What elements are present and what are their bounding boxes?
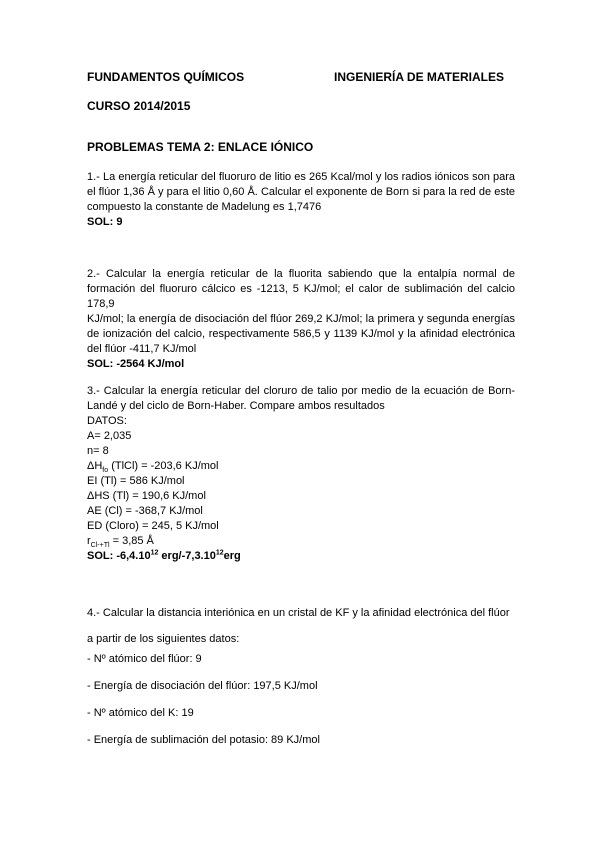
problem-1-line: compuesto la constante de Madelung es 1,7476 [87, 201, 322, 213]
problem-1 [87, 170, 515, 230]
problem-3 [87, 384, 515, 564]
data-dhs: ΔHS (Tl) = 190,6 KJ/mol [87, 490, 206, 502]
problem-4 [87, 600, 515, 652]
list-item: - Nº atómico del flúor: 9 [87, 653, 202, 665]
list-item: - Nº atómico del K: 19 [87, 707, 194, 719]
problem-1-line: el flúor 1,36 Å y para el litio 0,60 Å. Calcular el exponente de Born si para la red de este [87, 186, 515, 198]
degree-name: INGENIERÍA DE MATERIALES [334, 70, 505, 84]
problem-2-line: KJ/mol; la energía de disociación del flúor 269,2 KJ/mol; la primera y segunda energías [87, 313, 515, 325]
problem-4-line: 4.- Calcular la distancia interiónica en un cristal de KF y la afinidad electrónica del flúor [87, 607, 510, 619]
data-dhf: $\Delta H_{fo}$ (TlCl) = -203,6 KJ/mol [87, 460, 219, 475]
data-n: n= 8 [87, 445, 109, 457]
list-item: - Energía de sublimación del potasio: 89 KJ/mol [87, 734, 320, 746]
problem-2 [87, 267, 515, 372]
course-name: FUNDAMENTOS QUÍMICOS [87, 70, 245, 84]
problem-2-line: del flúor -411,7 KJ/mol [87, 343, 197, 355]
data-ei: EI (Tl) = 586 KJ/mol [87, 475, 185, 487]
problem-2-line: formación del fluoruro cálcico es -1213, 5 KJ/mol; el calor de sublimación del calcio 178,9 [87, 283, 515, 310]
problem-4-line: a partir de los siguientes datos: [87, 633, 240, 645]
problem-3-solution: SOL: -6,4.10$^{12}$ erg/-7,3.10$^{12}$erg [87, 549, 241, 562]
problem-2-solution: SOL: -2564 KJ/mol [87, 358, 185, 370]
course-year: CURSO 2014/2015 [87, 99, 191, 113]
problem-1-line: 1.- La energía reticular del fluoruro de litio es 265 Kcal/mol y los radios iónicos son para [87, 171, 515, 183]
problem-3-line: 3.- Calcular la energía reticular del cloruro de talio por medio de la ecuación de Born- [87, 385, 515, 397]
problem-4-data-list [87, 646, 515, 754]
data-a: A= 2,035 [87, 430, 132, 442]
data-ed: ED (Cloro) = 245, 5 KJ/mol [87, 520, 219, 532]
problem-3-line: Landé y del ciclo de Born-Haber. Compare ambos resultados [87, 400, 385, 412]
data-ae: AE (Cl) = -368,7 KJ/mol [87, 505, 203, 517]
problem-1-solution: SOL: 9 [87, 216, 123, 228]
list-item: - Energía de disociación del flúor: 197,5 KJ/mol [87, 680, 318, 692]
topic-title: PROBLEMAS TEMA 2: ENLACE IÓNICO [87, 140, 314, 154]
data-r: $r_{Cl-+Tl} = 3,85$ Å [87, 535, 154, 550]
problem-2-line: de ionización del calcio, respectivamente 586,5 y 1139 KJ/mol y la afinidad electrónica [87, 328, 515, 340]
problem-2-line: 2.- Calcular la energía reticular de la fluorita sabiendo que la entalpía normal de [87, 268, 515, 280]
datos-label: DATOS: [87, 415, 127, 427]
